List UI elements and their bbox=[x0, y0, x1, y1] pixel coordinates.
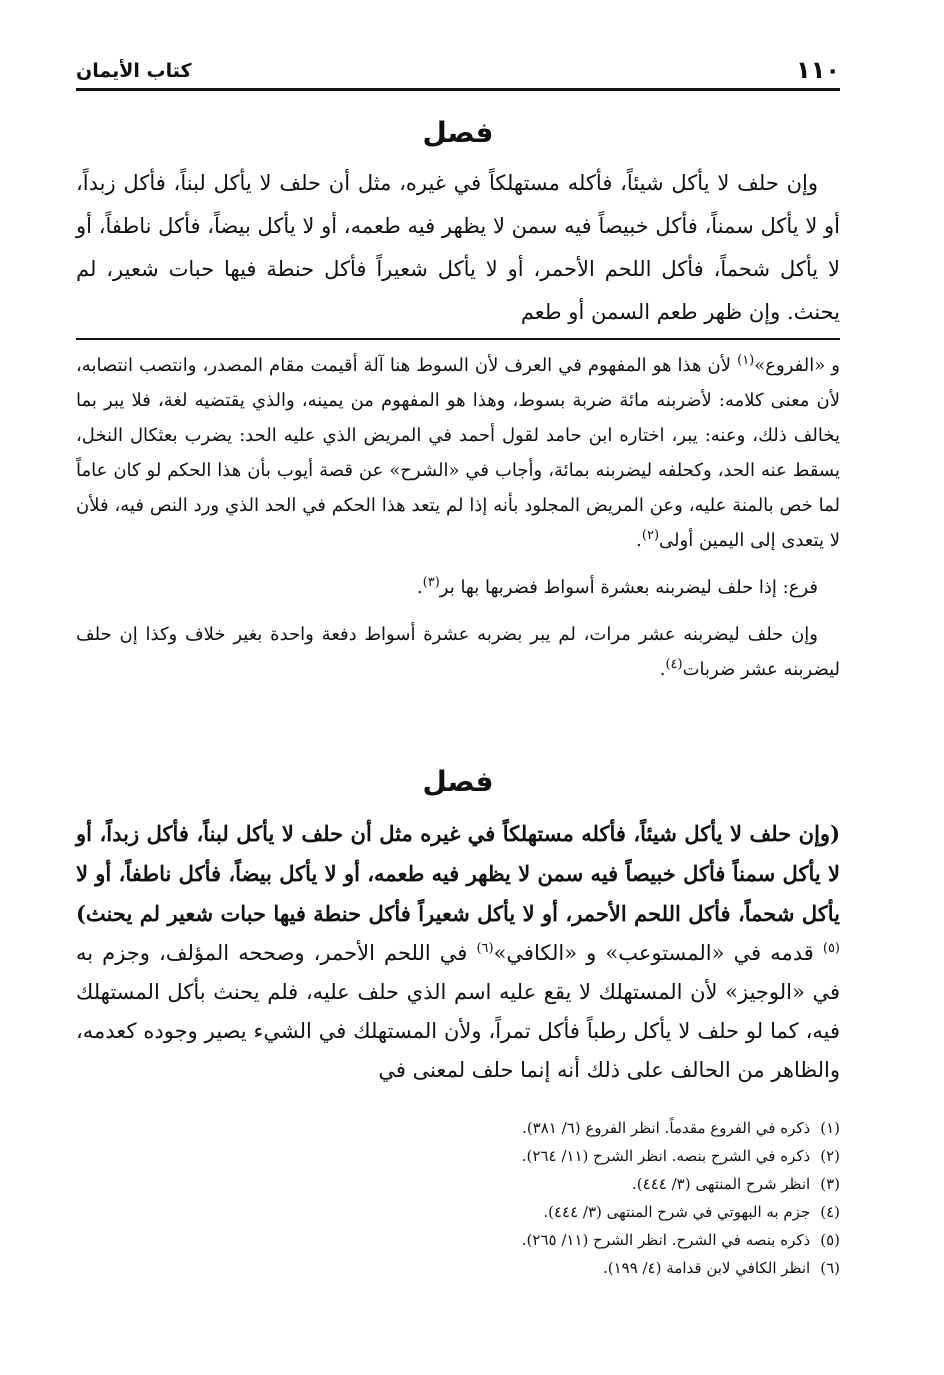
footnote-text: ذكره في الشرح بنصه. انظر الشرح (١١/ ٢٦٤). bbox=[521, 1147, 811, 1165]
footnote-ref-2: (٢) bbox=[641, 528, 660, 543]
commentary-end: . bbox=[416, 577, 423, 598]
quoted-matn: (وإن حلف لا يأكل شيئاً، فأكله مستهلكاً في غيره مثل أن حلف لا يأكل لبناً، فأكل زبداً، أو لا يأكل سمناً فأكل خبيصاً فيه سمن لا يظهر فيه طعمه، أو لا يأكل بيضاً، فأكل ناطفاً، أو لا يأكل شحماً، فأكل اللحم الأحمر، أو لا يأكل شعيراً فأكل حنطة فيها حبات شعير لم يحنث) bbox=[76, 821, 840, 926]
footnote-5 bbox=[522, 1226, 840, 1254]
commentary-paragraph-3 bbox=[76, 617, 840, 687]
footnote-ref-6: (٦) bbox=[476, 941, 494, 956]
footnote-text: انظر شرح المنتهى (٣/ ٤٤٤). bbox=[632, 1175, 811, 1193]
main-text bbox=[76, 162, 840, 334]
commentary-end: . bbox=[659, 659, 666, 680]
section-2-text bbox=[76, 814, 840, 1090]
footnote-ref-5: (٥) bbox=[822, 941, 840, 956]
footnotes bbox=[522, 1114, 840, 1282]
book-title: كتاب الأيمان bbox=[76, 60, 192, 82]
commentary-paragraph-2 bbox=[76, 570, 840, 605]
commentary-text: و «الفروع» bbox=[754, 355, 840, 376]
book-page bbox=[76, 52, 840, 1332]
footnote-3 bbox=[522, 1170, 840, 1198]
footnote-number: (٤) bbox=[820, 1203, 840, 1221]
section-heading-1: فصل bbox=[422, 116, 494, 149]
section-2-text-a: قدمه في «المستوعب» و «الكافي» bbox=[493, 941, 823, 965]
footnote-4 bbox=[522, 1198, 840, 1226]
commentary-block bbox=[76, 348, 840, 687]
running-header bbox=[76, 52, 840, 91]
footnote-number: (١) bbox=[820, 1119, 840, 1137]
commentary-text: فرع: إذا حلف ليضربنه بعشرة أسواط فضربها بها بر bbox=[439, 577, 818, 598]
footnote-6 bbox=[522, 1254, 840, 1282]
commentary-paragraph-1 bbox=[76, 348, 840, 558]
footnote-number: (٥) bbox=[820, 1231, 840, 1249]
commentary-text: وإن حلف ليضربنه عشر مرات، لم يبر بضربه عشرة أسواط دفعة واحدة بغير خلاف وكذا إن حلف ليضربنه عشر ضربات bbox=[76, 624, 840, 680]
section-heading-2: فصل bbox=[422, 765, 494, 798]
footnote-number: (٢) bbox=[820, 1147, 840, 1165]
footnote-ref-4: (٤) bbox=[665, 657, 683, 672]
commentary-end: . bbox=[636, 530, 642, 551]
footnote-text: ذكره بنصه في الشرح. انظر الشرح (١١/ ٢٦٥). bbox=[521, 1231, 811, 1249]
footnote-text: جزم به البهوتي في شرح المنتهى (٣/ ٤٤٤). bbox=[543, 1203, 811, 1221]
footnote-number: (٦) bbox=[820, 1259, 840, 1277]
footnote-ref-3: (٣) bbox=[422, 575, 440, 590]
main-text-paragraph: وإن حلف لا يأكل شيئاً، فأكله مستهلكاً في غيره، مثل أن حلف لا يأكل لبناً، فأكل زبداً، أو لا يأكل سمناً، فأكل خبيصاً فيه سمن لا يظهر فيه طعمه، أو لا يأكل بيضاً، فأكل ناطفاً، أو لا يأكل شحماً، فأكل اللحم الأحمر، أو لا يأكل شعيراً فأكل حنطة فيها حبات شعير، لم يحنث. وإن ظهر طعم السمن أو طعم bbox=[76, 171, 840, 324]
section-divider bbox=[76, 338, 840, 340]
commentary-text: لأن هذا هو المفهوم في العرف لأن السوط هنا آلة أقيمت مقام المصدر، وانتصب انتصابه، لأن معنى كلامه: لأضربنه مائة ضربة بسوط، وهذا هو المفهوم من يمينه، والذي يقتضيه لغة، فلا يبر بما يخالف ذلك، وعنه: يبر، اختاره ابن حامد لقول أحمد في المريض الذي عليه الحد: يضرب بعثكال النخل، يسقط عنه الحد، وكحلفه ليضربنه بمائة، وأجاب في «الشرح» عن قصة أيوب بأن هذا الحكم لو كان عاماً لما خص بالمنة عليه، وعن المريض المجلود بأنه إذا لم يتعد هذا الحكم في الحد الذي ورد النص فيه، فلأن لا يتعدى إلى اليمين أولى bbox=[76, 355, 840, 551]
section-2-text-b: في اللحم الأحمر، وصححه المؤلف، وجزم به في «الوجيز» لأن المستهلك لا يقع عليه اسم الذي حلف عليه، فلم يحنث بأكل المستهلك فيه، كما لو حلف لا يأكل رطباً فأكل تمراً، ولأن المستهلك في الشيء يصير وجوده كعدمه، والظاهر من الحالف على ذلك أنه إنما حلف لمعنى في bbox=[76, 941, 840, 1082]
page-number: ١١٠ bbox=[796, 56, 840, 84]
footnote-ref-1: (١) bbox=[737, 353, 755, 368]
footnote-1 bbox=[522, 1114, 840, 1142]
footnote-text: ذكره في الفروع مقدماً. انظر الفروع (٦/ ٣٨١). bbox=[522, 1119, 811, 1137]
footnote-number: (٣) bbox=[820, 1175, 840, 1193]
section-2-paragraph bbox=[76, 814, 840, 1090]
footnote-text: انظر الكافي لابن قدامة (٤/ ١٩٩). bbox=[602, 1259, 811, 1277]
footnote-2 bbox=[522, 1142, 840, 1170]
